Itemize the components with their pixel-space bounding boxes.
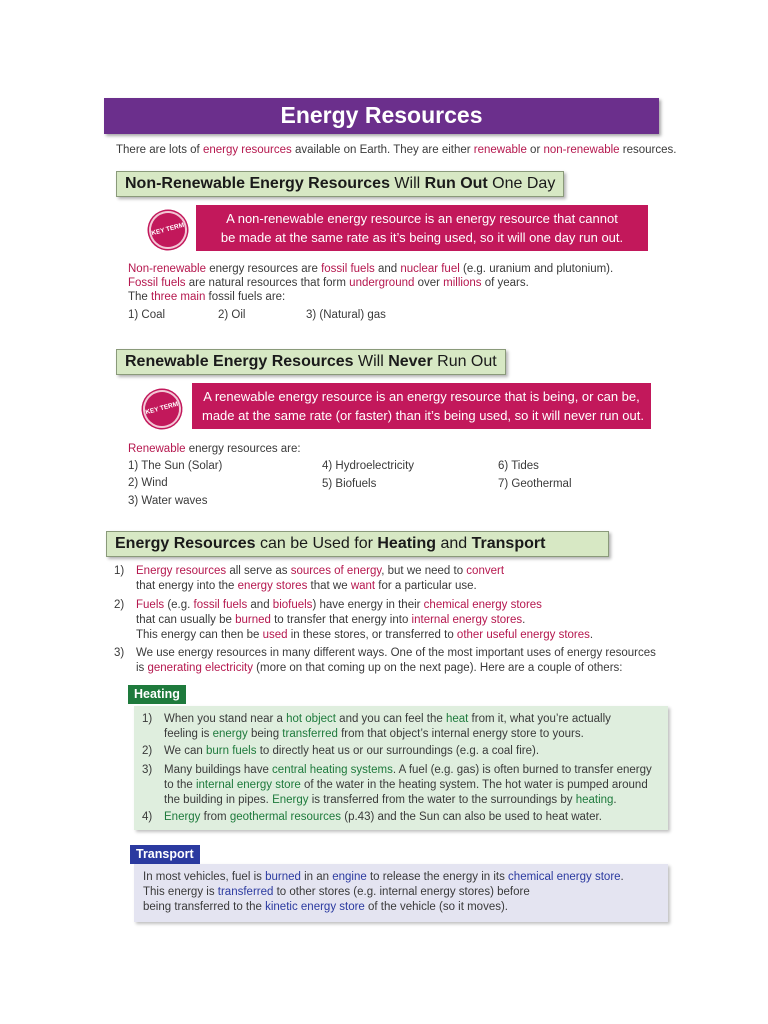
nonrenewable-key-term: A non-renewable energy resource is an energy resource that cannot be made at the same rate as it’s being used, so it will one day run out. xyxy=(196,205,648,251)
intro-text: There are lots of energy resources available on Earth. They are either renewable or non-renewable resources. xyxy=(116,144,677,156)
renewable-intro: Renewable energy resources are: xyxy=(128,443,301,455)
heating-item-1: 1) When you stand near a hot object and you can feel the heat from it, what you’re actually feeling is energy being transferred from that object’s internal energy store to yours. xyxy=(142,713,611,740)
list-item: 2) Wind xyxy=(128,477,168,489)
heating-item-2: 2) We can burn fuels to directly heat us or our surroundings (e.g. a coal fire). xyxy=(142,745,540,757)
nonrenewable-p3: The three main fossil fuels are: xyxy=(128,291,286,303)
key-term-badge-icon: KEY TERM xyxy=(145,207,192,254)
page-title: Energy Resources xyxy=(280,102,483,128)
renewable-key-term: A renewable energy resource is an energy resource that is being, or can be, made at the same rate (or faster) than it’s being used, so it will never run out. xyxy=(192,383,651,429)
list-item: 1) The Sun (Solar) xyxy=(128,460,223,472)
uses-item-1: 1) Energy resources all serve as sources of energy, but we need to convert that energy into the energy stores that we want for a particular use. xyxy=(114,565,505,592)
uses-heading: Energy Resources can be Used for Heating and Transport xyxy=(106,531,609,557)
uses-item-2: 2) Fuels (e.g. fossil fuels and biofuels) have energy in their chemical energy stores that can usually be burned to transfer that energy into internal energy stores. This energy can then be used in these stores, or transferred to other useful energy stores. xyxy=(114,599,594,641)
transport-tag: Transport xyxy=(130,845,200,864)
list-item: 6) Tides xyxy=(498,460,539,472)
list-item: 4) Hydroelectricity xyxy=(322,460,415,472)
uses-item-3: 3) We use energy resources in many different ways. One of the most important uses of energy resources is generating electricity (more on that coming up on the next page). Here are a couple of others: xyxy=(114,647,656,674)
nonrenewable-p2: Fossil fuels are natural resources that form underground over millions of years. xyxy=(128,277,529,289)
list-item: 2) Oil xyxy=(218,309,246,321)
heating-item-4: 4) Energy from geothermal resources (p.43) and the Sun can also be used to heat water. xyxy=(142,811,602,823)
title-banner xyxy=(104,98,659,134)
heating-tag: Heating xyxy=(128,685,186,704)
list-item: 3) (Natural) gas xyxy=(306,309,386,321)
list-item: 5) Biofuels xyxy=(322,478,377,490)
list-item: 3) Water waves xyxy=(128,495,208,507)
heating-item-3: 3) Many buildings have central heating systems. A fuel (e.g. gas) is often burned to transfer energy to the internal energy store of the water in the heating system. The hot water is pumped around the building in pipes. Energy is transferred from the water to the surroundings by heating. xyxy=(142,764,652,806)
list-item: 7) Geothermal xyxy=(498,478,572,490)
transport-text: In most vehicles, fuel is burned in an engine to release the energy in its chemical energy store. This energy is transferred to other stores (e.g. internal energy stores) before being transferred to the kinetic energy store of the vehicle (so it moves). xyxy=(143,871,624,913)
nonrenewable-heading: Non-Renewable Energy Resources Will Run Out One Day xyxy=(116,171,564,197)
key-term-badge-icon: KEY TERM xyxy=(139,386,186,433)
list-item: 1) Coal xyxy=(128,309,166,321)
nonrenewable-p1: Non-renewable energy resources are fossil fuels and nuclear fuel (e.g. uranium and plutonium). xyxy=(128,263,614,275)
renewable-heading: Renewable Energy Resources Will Never Run Out xyxy=(116,349,506,375)
